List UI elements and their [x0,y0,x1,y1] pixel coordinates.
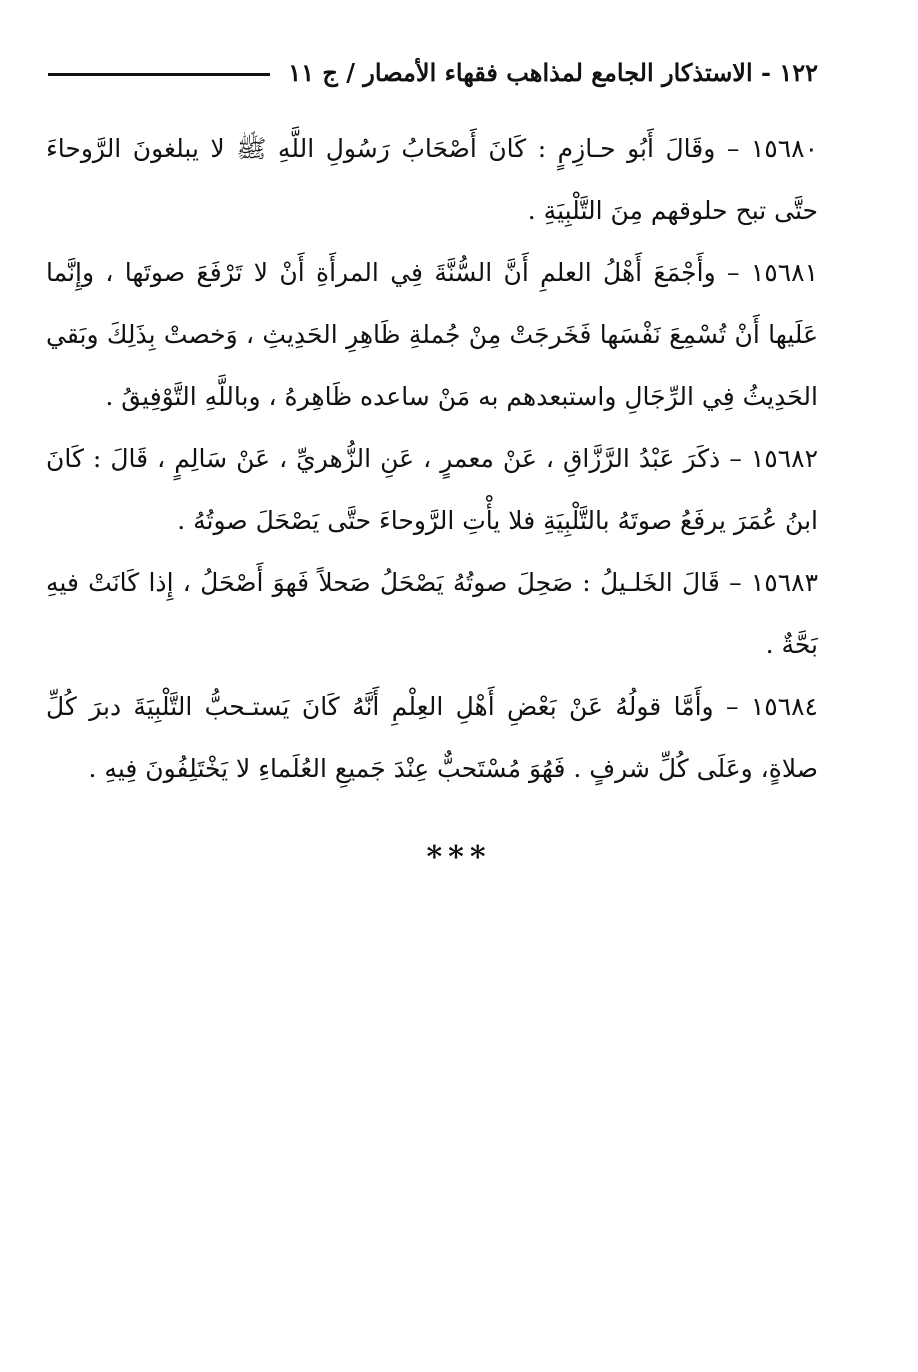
running-header [48,52,818,92]
paragraph-number: ١٥٦٨٠ [750,134,818,163]
section-separator: *** [426,840,492,875]
paragraph-text: قَالَ الخَلـيلُ : صَحِلَ صوتُهُ يَصْحَلُ صَحلاً فَهوَ أَصْحَلُ ، إِذا كَانَتْ فيهِ بَحَّةٌ . [46,568,818,659]
header-title: ١٢٢ - الاستذكار الجامع لمذاهب فقهاء الأمصار / ج ١١ [288,57,818,87]
paragraph-15684 [46,676,818,800]
paragraph-15680 [46,118,818,242]
paragraph-15681 [46,242,818,428]
paragraph-number: ١٥٦٨٤ [750,692,818,721]
paragraph-15682 [46,428,818,552]
paragraph-dash: – [729,568,742,597]
paragraph-text: وأَمَّا قولُهُ عَنْ بَعْضِ أَهْلِ العِلْمِ أَنَّهُ كَانَ يَستـحبُّ التَّلْبِيَةَ دبرَ كُلِّ صلاةٍ، وعَلَى كُلِّ شرفٍ . فَهُوَ مُسْتَحبٌّ عِنْدَ جَميعِ العُلَماءِ لا يَخْتَلِفُونَ فِيهِ . [46,692,818,783]
paragraph-text: وأَجْمَعَ أَهْلُ العلمِ أَنَّ السُّنَّةَ فِي المرأَةِ أَنْ لا تَرْفَعَ صوتَها ، وإِنَّما عَلَيها أَنْ تُسْمِعَ نَفْسَها فَخَرجَتْ مِنْ جُملةِ ظَاهِرِ الحَدِيثِ ، وَخصتْ بِذَلِكَ وبَقي الحَدِيثُ فِي الرِّجَالِ واستبعدهم به مَنْ ساعده ظَاهِرهُ ، وباللَّهِ التَّوْفِيقُ . [46,258,818,411]
paragraph-number: ١٥٦٨٢ [750,444,819,473]
paragraph-number: ١٥٦٨١ [750,258,819,287]
paragraph-dash: – [727,258,740,287]
header-rule [48,73,270,76]
paragraph-15683 [46,552,818,676]
paragraph-dash: – [729,444,742,473]
paragraph-number: ١٥٦٨٣ [750,568,819,597]
paragraph-text: وقَالَ أَبُو حـازِمٍ : كَانَ أَصْحَابُ رَسُولِ اللَّهِ ﷺ لا يبلغونَ الرَّوحاءَ حتَّى تبح حلوقهم مِنَ التَّلْبِيَةِ . [46,134,818,225]
page-body [46,118,818,800]
paragraph-text: ذكَرَ عَبْدُ الرَّزَّاقِ ، عَنْ معمرٍ ، عَنِ الزُّهريِّ ، عَنْ سَالِمٍ ، قَالَ : كَانَ ابنُ عُمَرَ يرفَعُ صوتَهُ بالتَّلْبِيَةِ فلا يأْتِ الرَّوحاءَ حتَّى يَصْحَلَ صوتُهُ . [46,444,818,535]
paragraph-dash: – [726,134,740,163]
paragraph-dash: – [725,692,739,721]
